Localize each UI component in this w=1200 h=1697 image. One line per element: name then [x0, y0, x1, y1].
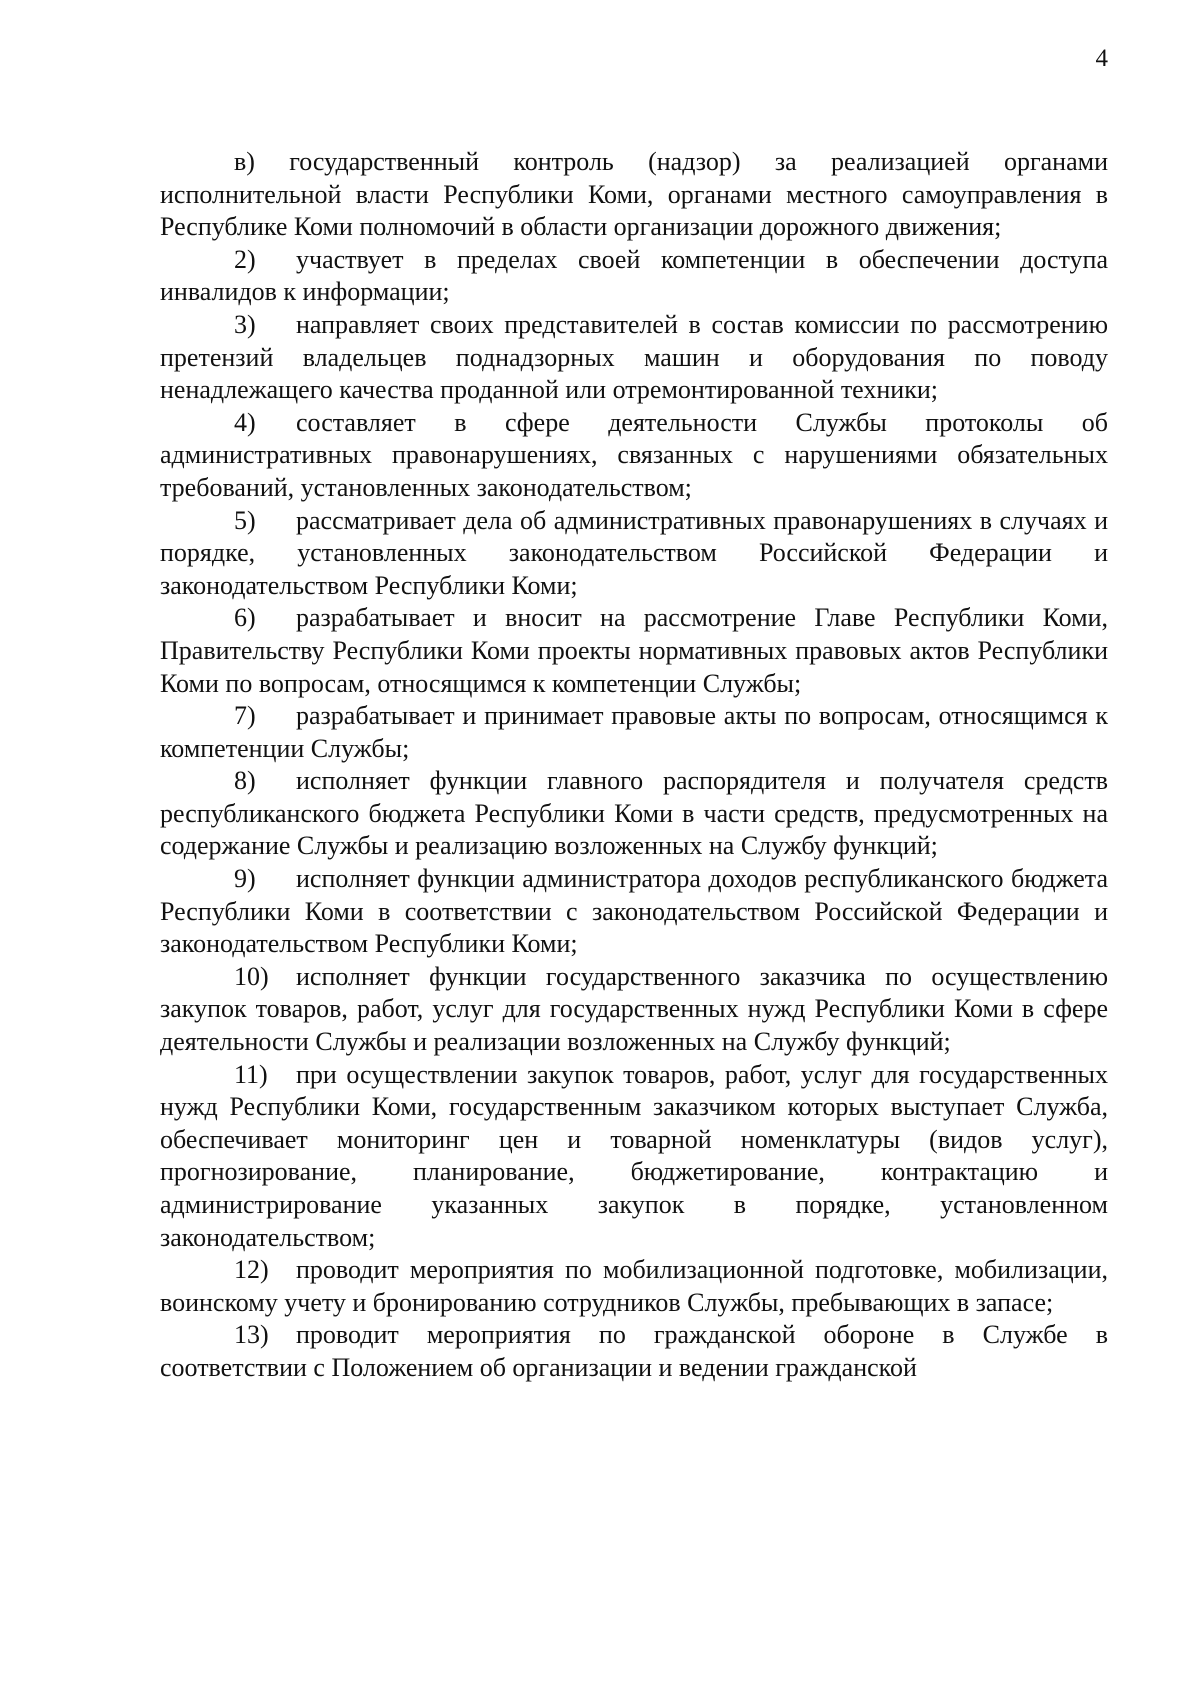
item-number: 3) [234, 309, 256, 339]
item-number: 4) [234, 407, 256, 437]
list-item [160, 407, 1108, 505]
list-item [160, 700, 1108, 765]
list-item [160, 863, 1108, 961]
list-item [160, 505, 1108, 603]
item-text: исполняет функции государственного заказчика по осуществлению закупок товаров, работ, услуг для государственных нужд Республики Коми в сфере деятельности Службы и реализации возложенных на Службу функций; [160, 961, 1108, 1057]
list-item [160, 602, 1108, 700]
list-item [160, 309, 1108, 407]
item-number: 5) [234, 505, 256, 535]
item-number: 7) [234, 701, 256, 731]
list-item [160, 244, 1108, 309]
item-number: 6) [234, 603, 256, 633]
paragraph-v [160, 146, 1108, 244]
item-text: составляет в сфере деятельности Службы протоколы об административных правонарушениях, связанных с нарушениями обязательных требований, установленных законодательством; [160, 407, 1108, 502]
list-item [160, 1059, 1108, 1255]
item-number: 2) [234, 244, 256, 274]
item-number: 9) [234, 864, 256, 894]
list-item [160, 765, 1108, 863]
item-text: при осуществлении закупок товаров, работ, услуг для государственных нужд Республики Коми, государственным заказчиком которых выступает Служба, обеспечивает мониторинг цен и товарной номенклатуры (видов услуг), прогнозирование, планирование, бюджетирование, контрактацию и администрирование указанных закупок в порядке, установленном законодательством; [160, 1059, 1108, 1252]
item-text: исполняет функции администратора доходов республиканского бюджета Республики Коми в соответствии с законодательством Российской Федерации и законодательством Республики Коми; [160, 864, 1108, 959]
item-text: исполняет функции главного распорядителя и получателя средств республиканского бюджета Республики Коми в части средств, предусмотренных на содержание Службы и реализацию возложенных на Службу функций; [160, 766, 1108, 861]
item-text: рассматривает дела об административных правонарушениях в случаях и порядке, установленных законодательством Российской Федерации и законодательством Республики Коми; [160, 505, 1108, 600]
item-text: участвует в пределах своей компетенции в обеспечении доступа инвалидов к информации; [160, 244, 1108, 307]
item-number: 13) [234, 1320, 269, 1350]
item-text: проводит мероприятия по гражданской обороне в Службе в соответствии с Положением об организации и ведении гражданской [160, 1320, 1108, 1382]
page-number: 4 [1095, 45, 1108, 72]
item-number: 11) [234, 1059, 268, 1089]
item-text: проводит мероприятия по мобилизационной подготовке, мобилизации, воинскому учету и бронированию сотрудников Службы, пребывающих в запасе; [160, 1255, 1108, 1317]
paragraph-text: в) государственный контроль (надзор) за реализацией органами исполнительной власти Республики Коми, органами местного самоуправления в Республике Коми полномочий в области организации дорожного движения; [160, 147, 1108, 242]
document-body [160, 146, 1108, 1385]
item-number: 10) [234, 961, 269, 991]
item-number: 8) [234, 766, 256, 796]
item-text: разрабатывает и принимает правовые акты по вопросам, относящимся к компетенции Службы; [160, 701, 1108, 763]
list-item [160, 1319, 1108, 1384]
item-number: 12) [234, 1255, 269, 1285]
item-text: направляет своих представителей в состав комиссии по рассмотрению претензий владельцев поднадзорных машин и оборудования по поводу ненадлежащего качества проданной или отремонтированной техники; [160, 309, 1108, 405]
list-item [160, 961, 1108, 1059]
item-text: разрабатывает и вносит на рассмотрение Главе Республики Коми, Правительству Республики Коми проекты нормативных правовых актов Республики Коми по вопросам, относящимся к компетенции Службы; [160, 603, 1108, 698]
list-item [160, 1254, 1108, 1319]
